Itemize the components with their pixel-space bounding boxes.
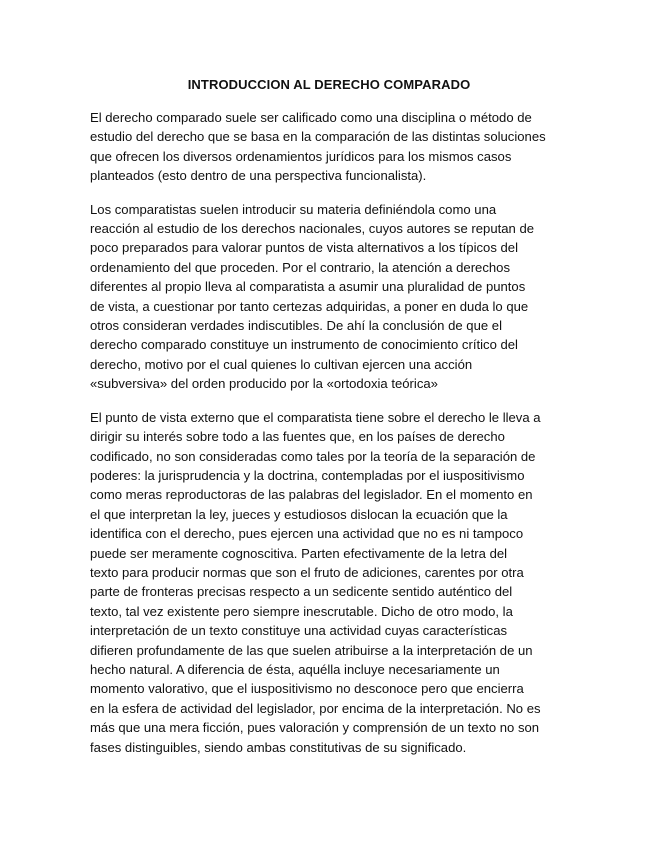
text-line: derecho, motivo por el cual quienes lo cultivan ejercen una acción xyxy=(90,356,473,372)
text-line: derecho comparado constituye un instrumento de conocimiento crítico del xyxy=(90,337,518,353)
text-line: puede ser meramente cognoscitiva. Parten efectivamente de la letra del xyxy=(90,545,508,561)
text-line: fases distinguibles, siendo ambas constitutivas de su significado. xyxy=(90,739,467,755)
document-body xyxy=(90,108,568,757)
text-line: texto para producir normas que son el fruto de adiciones, carentes por otra xyxy=(90,564,524,580)
text-line: difieren profundamente de las que suelen atribuirse a la interpretación de un xyxy=(90,642,533,658)
paragraph-2 xyxy=(90,200,568,394)
text-line: hecho natural. A diferencia de ésta, aquélla incluye necesariamente un xyxy=(90,661,500,677)
paragraph-1 xyxy=(90,108,568,186)
text-line: Los comparatistas suelen introducir su materia definiéndola como una xyxy=(90,201,497,217)
text-line: otros consideran verdades indiscutibles. De ahí la conclusión de que el xyxy=(90,318,502,334)
text-line: que ofrecen los diversos ordenamientos jurídicos para los mismos casos xyxy=(90,148,512,164)
text-line: planteados (esto dentro de una perspectiva funcionalista). xyxy=(90,168,427,184)
text-line: como meras reproductoras de las palabras del legislador. En el momento en xyxy=(90,487,533,503)
text-line: dirigir su interés sobre todo a las fuentes que, en los países de derecho xyxy=(90,429,505,445)
text-line: reacción al estudio de los derechos nacionales, cuyos autores se reputan de xyxy=(90,221,535,237)
text-line: El derecho comparado suele ser calificado como una disciplina o método de xyxy=(90,110,532,125)
text-line: El punto de vista externo que el comparatista tiene sobre el derecho le lleva a xyxy=(90,409,541,425)
text-line: poderes: la jurisprudencia y la doctrina, contempladas por el iuspositivismo xyxy=(90,467,525,483)
text-line: ordenamiento del que proceden. Por el contrario, la atención a derechos xyxy=(90,259,510,275)
text-line: texto, tal vez existente pero siempre inescrutable. Dicho de otro modo, la xyxy=(90,603,513,619)
text-line: en la esfera de actividad del legislador, por encima de la interpretación. No es xyxy=(90,700,541,716)
text-line: momento valorativo, que el iuspositivismo no desconoce pero que encierra xyxy=(90,681,524,697)
document-page xyxy=(90,76,568,771)
text-line: «subversiva» del orden producido por la «ortodoxia teórica» xyxy=(90,376,438,392)
text-line: el que interpretan la ley, jueces y estudiosos dislocan la ecuación que la xyxy=(90,506,508,522)
document-title: INTRODUCCION AL DERECHO COMPARADO xyxy=(187,77,471,92)
text-line: diferentes al propio lleva al comparatista a asumir una pluralidad de puntos xyxy=(90,279,526,295)
text-line: de vista, a cuestionar por tanto certezas adquiridas, a poner en duda lo que xyxy=(90,298,529,314)
text-line: parte de fronteras precisas respecto a un sedicente sentido auténtico del xyxy=(90,584,513,600)
text-line: más que una mera ficción, pues valoración y comprensión de un texto no son xyxy=(90,720,540,736)
text-line: estudio del derecho que se basa en la comparación de las distintas soluciones xyxy=(90,129,546,145)
text-line: poco preparados para valorar puntos de vista alternativos a los típicos del xyxy=(90,240,518,256)
text-line: interpretación de un texto constituye una actividad cuyas características xyxy=(90,623,508,639)
text-line: codificado, no son consideradas como tales por la teoría de la separación de xyxy=(90,448,536,464)
paragraph-3 xyxy=(90,408,568,757)
text-line: identifica con el derecho, pues ejercen una actividad que no es ni tampoco xyxy=(90,526,524,542)
